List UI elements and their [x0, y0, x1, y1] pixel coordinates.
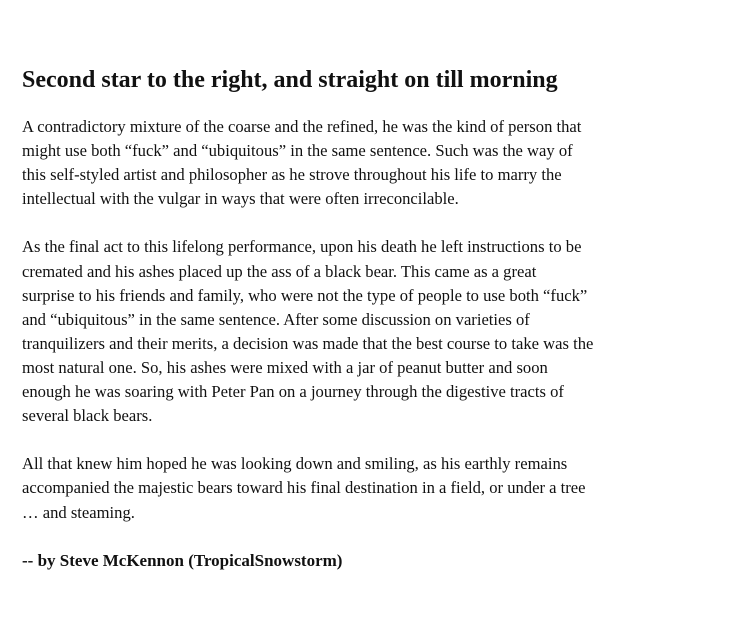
paragraph-line: surprise to his friends and family, who were not the type of people to use both “fuck”	[22, 285, 588, 305]
paragraph-line: and “ubiquitous” in the same sentence. After some discussion on varieties of	[22, 309, 530, 329]
author-byline: -- by Steve McKennon (TropicalSnowstorm)	[22, 550, 343, 570]
paragraph-line: several black bears.	[22, 406, 153, 426]
paragraph-line: As the final act to this lifelong performance, upon his death he left instructions to be	[22, 237, 582, 257]
paragraph-line: … and steaming.	[22, 502, 135, 522]
paragraph-line: enough he was soaring with Peter Pan on a journey through the digestive tracts of	[22, 382, 564, 402]
paragraph-line: most natural one. So, his ashes were mixed with a jar of peanut butter and soon	[22, 357, 548, 377]
document-body	[22, 64, 652, 573]
paragraph-2	[22, 235, 652, 428]
paragraph-line: might use both “fuck” and “ubiquitous” in the same sentence. Such was the way of	[22, 141, 573, 161]
paragraph-line: A contradictory mixture of the coarse and the refined, he was the kind of person that	[22, 117, 582, 136]
page-title: Second star to the right, and straight on till morning	[22, 67, 558, 93]
paragraph-line: All that knew him hoped he was looking down and smiling, as his earthly remains	[22, 454, 568, 474]
paragraph-line: this self-styled artist and philosopher as he strove throughout his life to marry the	[22, 165, 562, 185]
paragraph-line: intellectual with the vulgar in ways that were often irreconcilable.	[22, 189, 459, 209]
paragraph-1	[22, 115, 652, 211]
paragraph-line: accompanied the majestic bears toward his final destination in a field, or under a tree	[22, 478, 586, 498]
paragraph-line: cremated and his ashes placed up the ass of a black bear. This came as a great	[22, 261, 537, 281]
paragraph-3	[22, 452, 652, 524]
paragraph-line: tranquilizers and their merits, a decision was made that the best course to take was the	[22, 333, 594, 353]
